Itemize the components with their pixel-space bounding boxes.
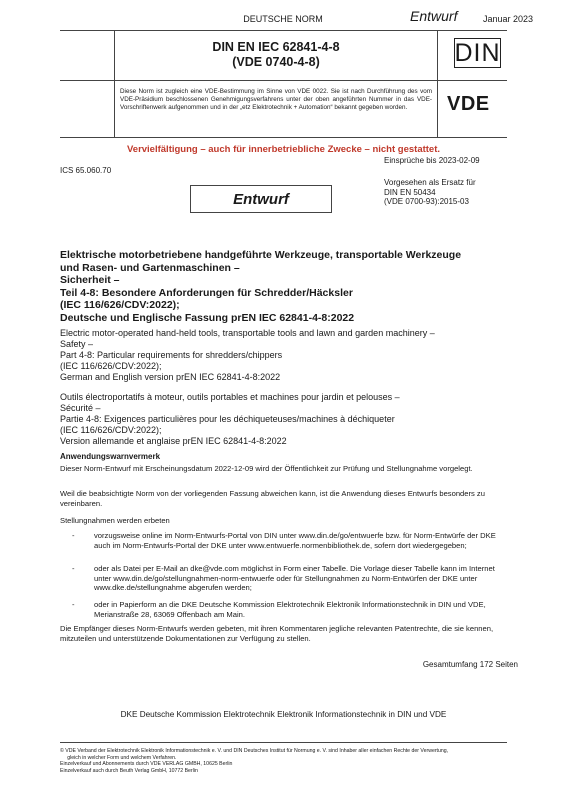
comments-intro: Stellungnahmen werden erbeten <box>60 516 170 525</box>
title-line: Sécurité – <box>60 402 101 413</box>
title-line: Elektrische motorbetriebene handgeführte Werkzeuge, transportable Werkzeuge <box>60 249 462 261</box>
title-line: (IEC 116/626/CDV:2022); <box>60 360 162 371</box>
standard-number-vde: (VDE 0740-4-8) <box>232 55 320 69</box>
page-count: Gesamtumfang 172 Seiten <box>422 660 518 669</box>
objection-deadline: Einsprüche bis 2023-02-09 <box>384 156 480 165</box>
replacement-info <box>384 178 476 207</box>
title-line: und Rasen- und Gartenmaschinen – <box>60 261 240 274</box>
warning-paragraph: Dieser Norm-Entwurf mit Erscheinungsdatum 2022-12-09 wird der Öffentlichkeit zur Prüfung und Stellungnahme vorgelegt. <box>60 464 473 473</box>
footer-line: gleich in welcher Form und welchem Verfahren. <box>60 754 177 761</box>
replacement-line: (VDE 0700-93):2015-03 <box>384 197 469 206</box>
warning-paragraph: Weil die beabsichtigte Norm von der vorliegenden Fassung abweichen kann, ist die Anwendung dieses Entwurfs besonders zu vereinbaren. <box>60 489 485 508</box>
title-line: Electric motor-operated hand-held tools, transportable tools and lawn and garden machinery – <box>60 328 435 338</box>
draft-box <box>190 185 332 213</box>
din-logo-text: DIN <box>454 38 501 67</box>
din-logo <box>454 38 501 68</box>
standard-number-din: DIN EN IEC 62841-4-8 <box>212 40 340 54</box>
vde-statement: Diese Norm ist zugleich eine VDE-Bestimmung im Sinne von VDE 0022. Sie ist nach Durchführung des vom VDE-Präsidium beschlossenen Genehmigungsverfahrens unter der oben angeführten Nummer in das VDE-Vorschriftenwerk aufgenommen und in der „etz Elektrotechnik + Automation“ bekannt gegeben worden. <box>120 88 432 111</box>
copy-warning: Vervielfältigung – auch für innerbetriebliche Zwecke – nicht gestattet. <box>126 144 441 155</box>
comment-channel-paper: oder in Papierform an die DKE Deutsche Kommission Elektrotechnik Elektronik Informationstechnik in DIN und VDE, Merianstraße 28, 63069 Offenbach am Main. <box>94 600 486 619</box>
draft-label: Entwurf <box>410 8 458 24</box>
title-german <box>60 249 510 325</box>
footer-line: Einzelverkauf und Abonnements durch VDE VERLAG GMBH, 10625 Berlin <box>60 761 233 768</box>
dke-line: DKE Deutsche Kommission Elektrotechnik Elektronik Informationstechnik in DIN und VDE <box>120 710 447 719</box>
title-french <box>60 392 510 447</box>
bullet-mark: - <box>72 531 75 540</box>
footer-divider <box>60 742 507 743</box>
footer-line: Einzelverkauf auch durch Beuth Verlag GmbH, 10772 Berlin <box>60 767 198 774</box>
title-line: Version allemande et anglaise prEN IEC 62841-4-8:2022 <box>60 435 287 446</box>
header-divider <box>60 80 507 81</box>
title-line: (IEC 116/626/CDV:2022); <box>60 424 162 435</box>
vde-logo: VDE <box>447 93 490 115</box>
issue-date: Januar 2023 <box>483 14 534 24</box>
title-line: Sicherheit – <box>60 274 120 287</box>
footer-line: © VDE Verband der Elektrotechnik Elektronik Informationstechnik e. V. und DIN Deutsches Institut für Normung e. V. sind Inhaber aller einfachen Rechte der Verwertung, <box>60 748 449 754</box>
doc-type-label: DEUTSCHE NORM <box>243 14 323 24</box>
title-line: Outils électroportatifs à moteur, outils portables et machines pour jardin et pelouses – <box>60 392 400 402</box>
header-divider <box>60 137 507 138</box>
patent-notice: Die Empfänger dieses Norm-Entwurfs werden gebeten, mit ihren Kommentaren jegliche relevanten Patentrechte, die sie kennen, mitzuteilen und unterstützende Dokumentationen zur Verfügung zu stellen. <box>60 624 494 643</box>
standard-number <box>120 40 432 70</box>
comment-channel-email: oder als Datei per E-Mail an dke@vde.com möglichst in Form einer Tabelle. Die Vorlage dieser Tabelle kann im Internet unter www.din.de/go/stellungnahmen-norm-entwuerfe oder für Stellungnahmen zu Norm-Entwürfen der DKE unter www.dke.de/stellungnahme abgerufen werden; <box>94 564 495 593</box>
title-line: Deutsche und Englische Fassung prEN IEC 62841-4-8:2022 <box>60 311 355 324</box>
header-divider <box>114 30 115 137</box>
bullet-mark: - <box>72 600 75 609</box>
replacement-line: Vorgesehen als Ersatz für <box>384 178 476 187</box>
title-line: Partie 4-8: Exigences particulières pour les déchiqueteuses/machines à déchiqueter <box>60 413 395 424</box>
header-divider <box>60 30 507 31</box>
footer-legal <box>60 748 520 774</box>
title-line: Teil 4-8: Besondere Anforderungen für Schredder/Häcksler <box>60 286 353 299</box>
title-line: Part 4-8: Particular requirements for shredders/chippers <box>60 349 283 360</box>
header-divider <box>437 30 438 137</box>
bullet-mark: - <box>72 564 75 573</box>
draft-box-label: Entwurf <box>233 190 289 208</box>
title-english <box>60 328 510 383</box>
title-line: (IEC 116/626/CDV:2022); <box>60 299 180 312</box>
warning-heading: Anwendungswarnvermerk <box>60 452 161 461</box>
title-line: Safety – <box>60 338 94 349</box>
comment-channel-online: vorzugsweise online im Norm-Entwurfs-Portal von DIN unter www.din.de/go/entwuerfe bzw. für Norm-Entwürfe der DKE auch im Norm-Entwurfs-Portal der DKE unter www.entwuerfe.normenbibliothek.de, sofern dort wiedergegeben; <box>94 531 496 550</box>
title-line: German and English version prEN IEC 62841-4-8:2022 <box>60 371 281 382</box>
replacement-line: DIN EN 50434 <box>384 187 436 197</box>
ics-code: ICS 65.060.70 <box>60 166 112 175</box>
